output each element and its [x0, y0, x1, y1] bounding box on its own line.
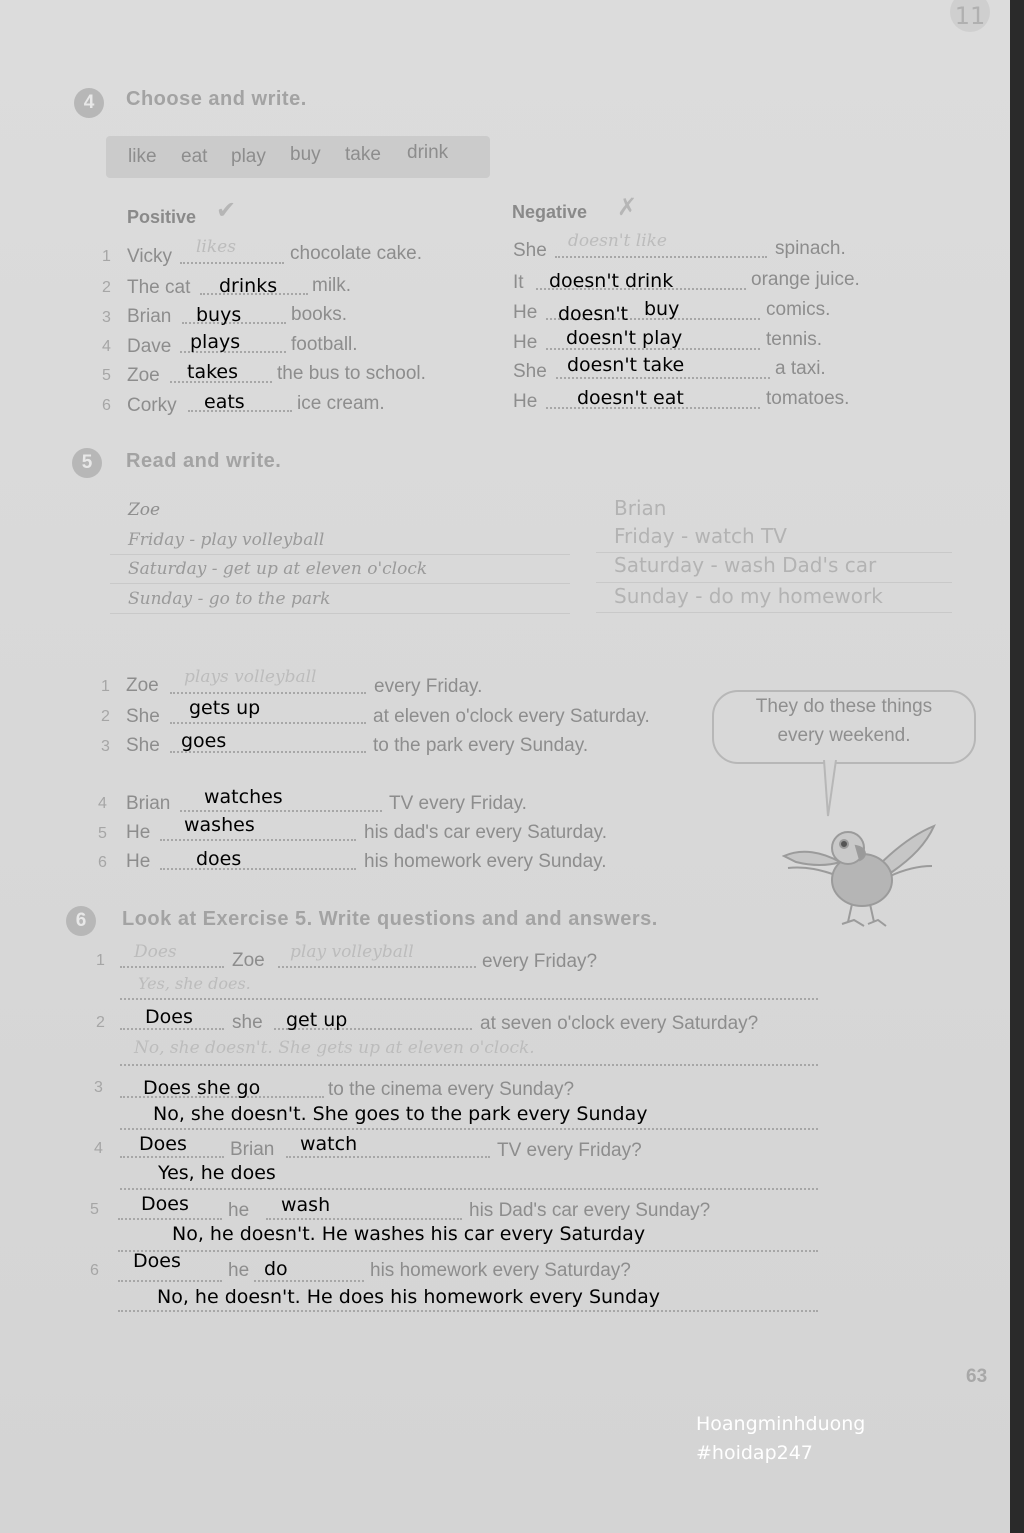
answer-gets-up: gets up [189, 697, 261, 719]
exercise-5-badge: 5 [72, 448, 102, 478]
answer-watches: watches [204, 786, 283, 808]
answer-buy: buy [644, 298, 680, 320]
answer-doesnt-take: doesn't take [567, 354, 685, 376]
answer-reply-6: No, he doesn't. He does his homework every Sunday [157, 1286, 661, 1308]
answer-do: do [264, 1258, 288, 1280]
cross-icon: ✗ [617, 194, 638, 221]
answer-buys: buys [196, 304, 242, 326]
answer-doesnt-drink: doesn't drink [549, 270, 674, 292]
answer-goes: goes [181, 730, 227, 752]
speech-bubble: They do these things every weekend. [712, 690, 976, 764]
answer-does-she-go: Does she go [143, 1077, 261, 1099]
negative-label: Negative [512, 202, 588, 222]
answer-does-4: Does [139, 1133, 187, 1155]
exercise-6-heading: Look at Exercise 5. Write questions and and answers. [122, 908, 658, 930]
answer-get-up: get up [286, 1009, 348, 1031]
answer-reply-4: Yes, he does [158, 1162, 276, 1184]
page-number: 63 [966, 1366, 988, 1387]
answer-does: does [196, 848, 242, 870]
watermark-author: Hoangminhduong [696, 1413, 866, 1435]
answer-washes: washes [184, 814, 255, 836]
positive-label: Positive [127, 207, 197, 227]
answer-plays: plays [190, 331, 241, 353]
answer-does-5: Does [141, 1193, 189, 1215]
exercise-6-badge: 6 [66, 906, 96, 936]
answer-does-6: Does [133, 1250, 181, 1272]
answer-takes: takes [187, 361, 239, 383]
page-edge [1010, 0, 1024, 1533]
answer-doesnt-play: doesn't play [566, 327, 683, 349]
watermark-tag: #hoidap247 [696, 1442, 813, 1464]
speech-bubble-tail [822, 760, 838, 818]
answer-reply-3: No, she doesn't. She goes to the park every Sunday [153, 1103, 648, 1125]
word-buy: buy [290, 144, 321, 165]
word-play: play [231, 146, 266, 167]
answer-watch: watch [300, 1133, 358, 1155]
word-eat: eat [181, 146, 208, 167]
corner-page-number: 11 [950, 0, 990, 32]
answer-wash: wash [281, 1194, 331, 1216]
word-drink: drink [407, 142, 449, 163]
word-like: like [128, 146, 157, 167]
answer-eats: eats [204, 391, 245, 413]
parrot-illustration-icon [782, 822, 938, 938]
exercise-4-badge: 4 [74, 88, 104, 118]
answer-doesnt-eat: doesn't eat [577, 387, 684, 409]
answer-drinks: drinks [219, 275, 278, 297]
exercise-4-heading: Choose and write. [126, 88, 307, 110]
answer-reply-5: No, he doesn't. He washes his car every Saturday [172, 1223, 646, 1245]
answer-doesnt: doesn't [558, 303, 628, 325]
tick-icon: ✔ [216, 197, 237, 224]
exercise-5-heading: Read and write. [126, 450, 282, 472]
answer-does-2: Does [145, 1006, 193, 1028]
word-take: take [345, 144, 381, 165]
